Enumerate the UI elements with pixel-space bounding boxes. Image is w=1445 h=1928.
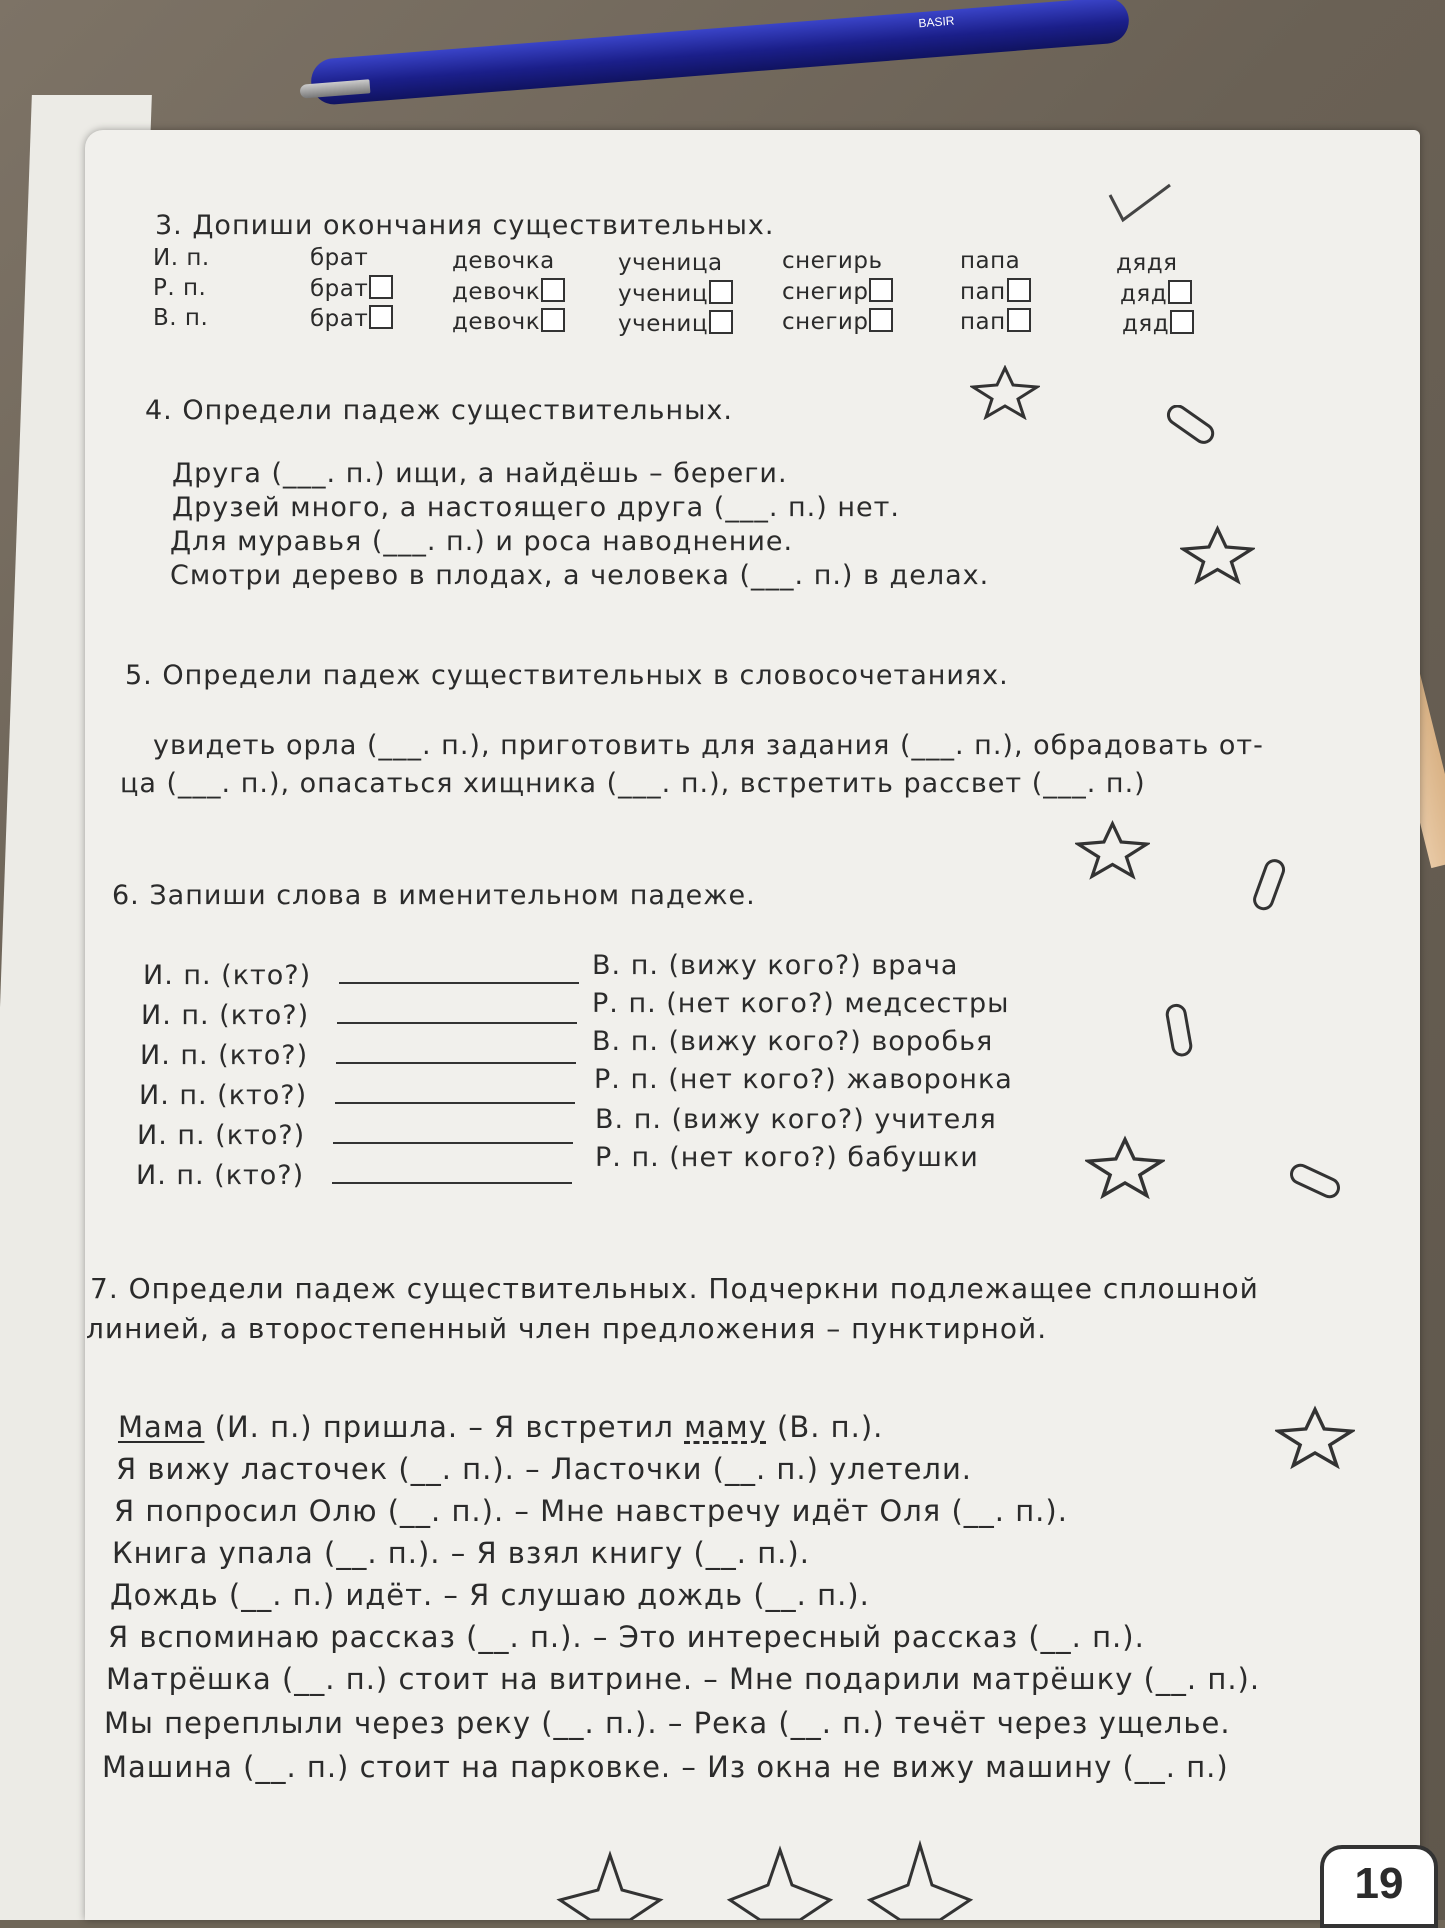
subject-word: Мама bbox=[118, 1410, 205, 1444]
ending-box[interactable] bbox=[541, 308, 565, 332]
task5-line: ца (___. п.), опасаться хищника (___. п.), встретить рассвет (___. п.) bbox=[120, 768, 1146, 799]
task7-example: Мама (И. п.) пришла. – Я встретил маму (В. п.). bbox=[118, 1410, 884, 1444]
pen-brand: BASIR bbox=[917, 13, 955, 31]
task3-title: 3. Допиши окончания существительных. bbox=[155, 210, 775, 241]
task6-row: В. п. (вижу кого?) воробья bbox=[592, 1026, 994, 1057]
paperclip-icon bbox=[1285, 1160, 1345, 1205]
answer-line[interactable] bbox=[339, 962, 579, 984]
task6-prompt: И. п. (кто?) bbox=[139, 1080, 575, 1111]
word-nom: девочка bbox=[452, 248, 555, 274]
case-label-gen: Р. п. bbox=[153, 275, 207, 301]
paperclip-icon bbox=[1160, 405, 1220, 450]
word-nom: брат bbox=[310, 245, 369, 271]
star-character-icon bbox=[720, 1845, 840, 1920]
word-gen: пап bbox=[960, 278, 1031, 305]
ending-box[interactable] bbox=[541, 278, 565, 302]
word-gen: девочк bbox=[452, 278, 565, 305]
star-character-icon bbox=[550, 1850, 670, 1920]
task4-line: Друзей много, а настоящего друга (___. п.) нет. bbox=[172, 492, 900, 523]
task7-line: Матрёшка (__. п.) стоит на витрине. – Мне подарили матрёшку (__. п.). bbox=[106, 1662, 1261, 1696]
task5-line: увидеть орла (___. п.), приготовить для задания (___. п.), обрадовать от- bbox=[153, 730, 1264, 761]
task7-line: Я попросил Олю (__. п.). – Мне навстречу идёт Оля (__. п.). bbox=[114, 1494, 1068, 1528]
answer-line[interactable] bbox=[335, 1082, 575, 1104]
word-nom: папа bbox=[960, 248, 1021, 274]
word-acc: снегир bbox=[782, 308, 893, 335]
star-character-icon bbox=[860, 1840, 980, 1920]
task5-title: 5. Определи падеж существительных в словосочетаниях. bbox=[125, 660, 1009, 691]
star-icon bbox=[970, 365, 1040, 420]
word-nom: дядя bbox=[1116, 250, 1178, 276]
task6-row: Р. п. (нет кого?) медсестры bbox=[592, 988, 1010, 1019]
word-acc: дяд bbox=[1122, 310, 1194, 337]
object-word: маму bbox=[684, 1410, 767, 1444]
task4-line: Смотри дерево в плодах, а человека (___. п.) в делах. bbox=[170, 560, 990, 591]
ending-box[interactable] bbox=[1007, 308, 1031, 332]
word-gen: учениц bbox=[618, 280, 733, 307]
task7-title-line2: линией, а второстепенный член предложения – пунктирной. bbox=[86, 1312, 1048, 1345]
task6-row: Р. п. (нет кого?) жаворонка bbox=[594, 1064, 1013, 1095]
case-label-acc: В. п. bbox=[153, 305, 209, 331]
ending-box[interactable] bbox=[369, 275, 393, 299]
task7-line: Машина (__. п.) стоит на парковке. – Из окна не вижу машину (__. п.) bbox=[102, 1750, 1229, 1784]
task7-line: Дождь (__. п.) идёт. – Я слушаю дождь (__. п.). bbox=[110, 1578, 870, 1612]
task6-title: 6. Запиши слова в именительном падеже. bbox=[112, 880, 756, 911]
task6-prompt: И. п. (кто?) bbox=[143, 960, 579, 991]
star-icon bbox=[1075, 820, 1150, 880]
paperclip-icon bbox=[1160, 1000, 1200, 1060]
task4-line: Друга (___. п.) ищи, а найдёшь – береги. bbox=[172, 458, 788, 489]
task4-title: 4. Определи падеж существительных. bbox=[145, 395, 733, 426]
ending-box[interactable] bbox=[709, 310, 733, 334]
task6-row: Р. п. (нет кого?) бабушки bbox=[595, 1142, 979, 1173]
answer-line[interactable] bbox=[333, 1122, 573, 1144]
star-icon bbox=[1085, 1135, 1165, 1200]
ending-box[interactable] bbox=[1007, 278, 1031, 302]
checkmark-icon bbox=[1105, 180, 1175, 230]
word-acc: учениц bbox=[618, 310, 733, 337]
word-nom: снегирь bbox=[782, 248, 883, 274]
case-label-nom: И. п. bbox=[153, 245, 210, 271]
task6-prompt: И. п. (кто?) bbox=[141, 1000, 577, 1031]
task6-prompt: И. п. (кто?) bbox=[136, 1160, 572, 1191]
task7-line: Книга упала (__. п.). – Я взял книгу (__. п.). bbox=[112, 1536, 810, 1570]
task6-prompt: И. п. (кто?) bbox=[140, 1040, 576, 1071]
ending-box[interactable] bbox=[1168, 280, 1192, 304]
word-gen: брат bbox=[310, 275, 393, 302]
word-gen: снегир bbox=[782, 278, 893, 305]
answer-line[interactable] bbox=[337, 1002, 577, 1024]
word-acc: пап bbox=[960, 308, 1031, 335]
task7-line: Я вспоминаю рассказ (__. п.). – Это интересный рассказ (__. п.). bbox=[108, 1620, 1145, 1654]
ending-box[interactable] bbox=[369, 305, 393, 329]
star-icon bbox=[1275, 1405, 1355, 1470]
task6-row: В. п. (вижу кого?) учителя bbox=[595, 1104, 997, 1135]
answer-line[interactable] bbox=[336, 1042, 576, 1064]
task6-row: В. п. (вижу кого?) врача bbox=[592, 950, 959, 981]
ending-box[interactable] bbox=[1170, 310, 1194, 334]
page-number: 19 bbox=[1320, 1845, 1438, 1928]
word-acc: брат bbox=[310, 305, 393, 332]
task6-prompt: И. п. (кто?) bbox=[137, 1120, 573, 1151]
ending-box[interactable] bbox=[869, 278, 893, 302]
word-acc: девочк bbox=[452, 308, 565, 335]
paperclip-icon bbox=[1250, 855, 1290, 915]
task7-line: Я вижу ласточек (__. п.). – Ласточки (__. п.) улетели. bbox=[116, 1452, 973, 1486]
star-icon bbox=[1180, 525, 1255, 585]
task7-title-line1: 7. Определи падеж существительных. Подчеркни подлежащее сплошной bbox=[90, 1272, 1259, 1305]
task4-line: Для муравья (___. п.) и роса наводнение. bbox=[170, 526, 794, 557]
task7-line: Мы переплыли через реку (__. п.). – Река (__. п.) течёт через ущелье. bbox=[104, 1706, 1231, 1740]
word-gen: дяд bbox=[1120, 280, 1192, 307]
answer-line[interactable] bbox=[332, 1162, 572, 1184]
ending-box[interactable] bbox=[709, 280, 733, 304]
ending-box[interactable] bbox=[869, 308, 893, 332]
word-nom: ученица bbox=[618, 250, 723, 276]
